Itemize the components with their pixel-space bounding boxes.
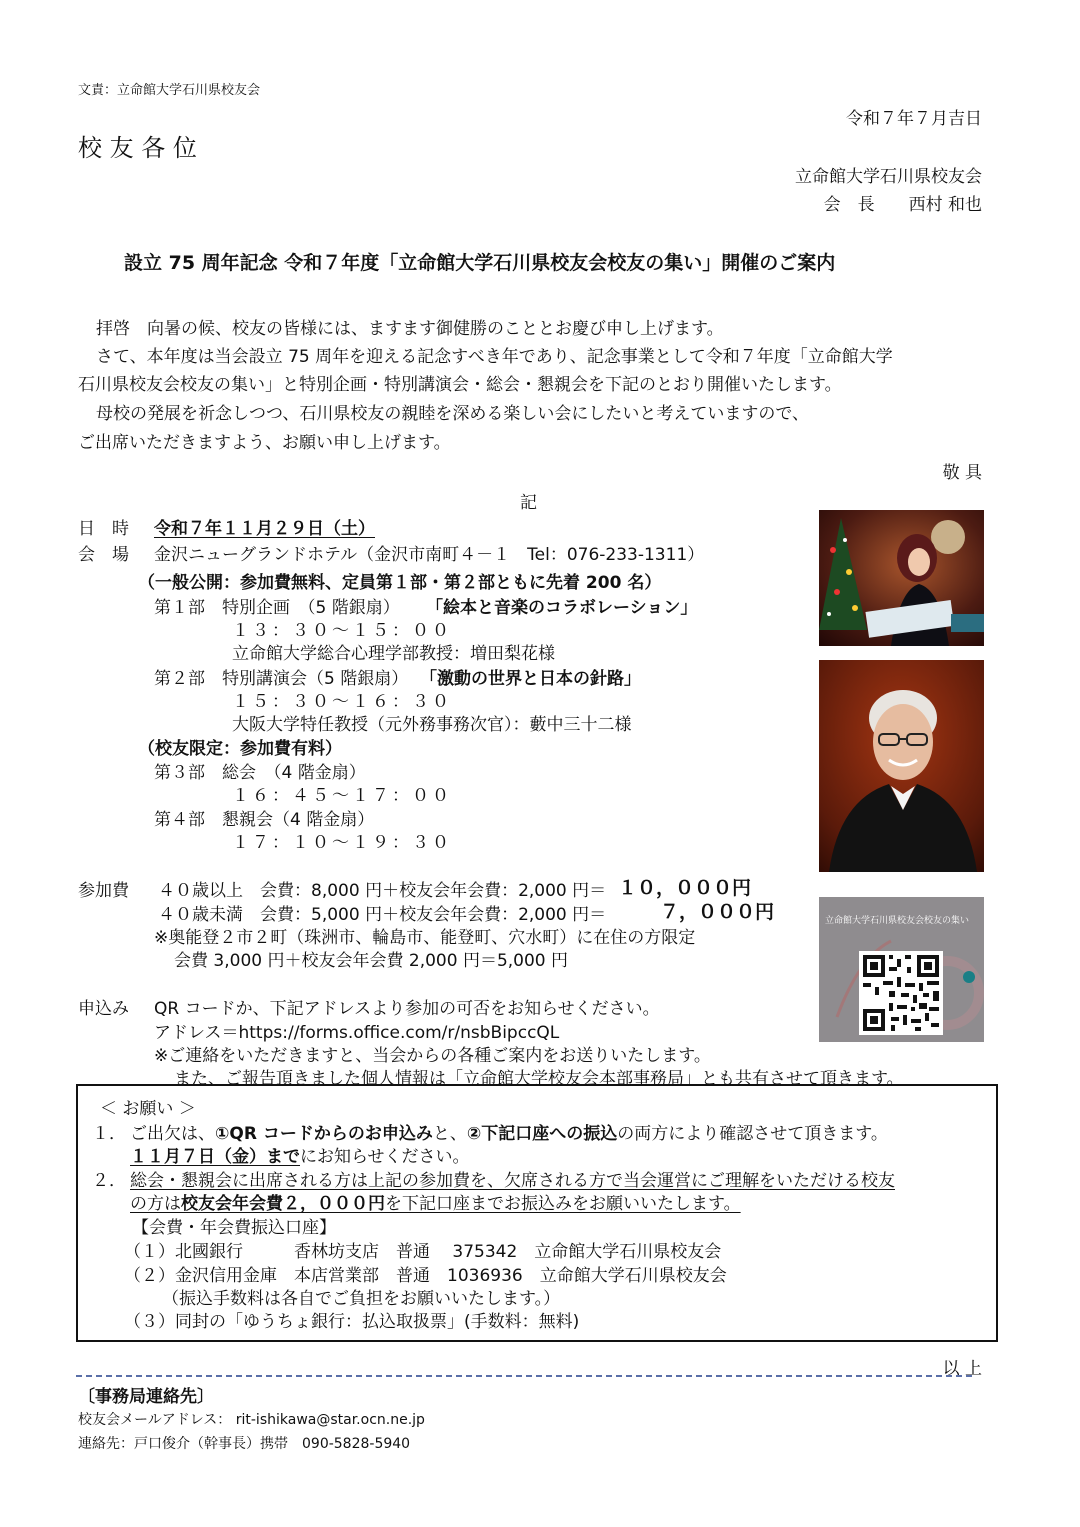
speaker-photo-illustration bbox=[819, 660, 984, 872]
document-title: 設立 75 周年記念 令和７年度「立命館大学石川県校友会校友の集い」開催のご案内 bbox=[124, 252, 836, 274]
public-note: （一般公開：参加費無料、定員第１部・第２部ともに先着 200 名） bbox=[138, 573, 662, 593]
notice-item2-line2 bbox=[130, 1189, 741, 1214]
privacy-note: また、ご報告頂きました個人情報は「立命館大学校友会本部事務局」とも共有させて頂きます。 bbox=[174, 1069, 904, 1089]
responsibility-note: 文責：立命館大学石川県校友会 bbox=[78, 83, 261, 98]
fee-row-over40: ４０歳以上 会費：8,000 円＋校友会年会費：2,000 円＝ bbox=[158, 881, 607, 901]
notice-item1-line2 bbox=[130, 1142, 470, 1167]
apply-instruction: QR コードか、下記アドレスより参加の可否をお知らせください。 bbox=[154, 999, 660, 1019]
venue-value: 金沢ニューグランドホテル（金沢市南町４－１ Tel：076-233-1311） bbox=[154, 545, 705, 565]
part1-time: １３：３０～１５：００ bbox=[232, 621, 452, 641]
notice-item1-number: １． bbox=[92, 1124, 126, 1144]
divider-dashed bbox=[76, 1375, 972, 1377]
part2-title: 「激動の世界と日本の針路」 bbox=[420, 669, 641, 689]
notice-item1-after: にお知らせください。 bbox=[300, 1147, 470, 1167]
notice-heading: ＜ お願い ＞ bbox=[100, 1099, 196, 1119]
addressee: 校 友 各 位 bbox=[78, 134, 197, 162]
concert-photo bbox=[819, 510, 984, 646]
notice-item1-text-e: の両方により確認させて頂きます。 bbox=[617, 1124, 888, 1144]
part2-time: １５：３０～１６：３０ bbox=[232, 692, 452, 712]
fee-label: 参加費 bbox=[78, 881, 129, 901]
apply-form-address[interactable]: アドレス＝https://forms.office.com/r/nsbBipccQL bbox=[154, 1023, 560, 1043]
account-hokkoku: （１）北國銀行 香林坊支店 普通 375342 立命館大学石川県校友会 bbox=[124, 1242, 722, 1262]
intro-paragraph-line2: 石川県校友会校友の集い」と特別企画・特別講演会・総会・懇親会を下記のとおり開催いたします。 bbox=[78, 375, 842, 395]
apply-note: ※ご連絡をいただきますと、当会からの各種ご案内をお送りいたします。 bbox=[154, 1046, 711, 1066]
apply-label: 申込み bbox=[78, 999, 129, 1019]
sender-organization: 立命館大学石川県校友会 bbox=[795, 167, 982, 187]
invite-paragraph-line2: ご出席いただきますよう、お願い申し上げます。 bbox=[78, 433, 451, 453]
contact-email[interactable]: 校友会メールアドレス： rit-ishikawa@star.ocn.ne.jp bbox=[78, 1412, 425, 1428]
account-kanazawa-shinkin: （２）金沢信用金庫 本店営業部 普通 1036936 立命館大学石川県校友会 bbox=[124, 1266, 727, 1286]
part3-label: 第３部 総会 （4 階金扇） bbox=[154, 763, 366, 783]
fee-note-noto: ※奥能登２市２町（珠洲市、輪島市、能登町、穴水町）に在住の方限定 bbox=[154, 928, 696, 948]
ki-heading: 記 bbox=[520, 493, 537, 513]
part2-label: 第２部 特別講演会（5 階銀扇） bbox=[154, 669, 409, 689]
part1-title: 「絵本と音楽のコラボレーション」 bbox=[426, 598, 698, 618]
notice-deadline: １１月７日（金）まで bbox=[130, 1147, 300, 1167]
event-date: 令和７年１１月２９日（土） bbox=[154, 519, 375, 539]
notice-item2-number: ２． bbox=[92, 1171, 126, 1191]
alumni-note: （校友限定：参加費有料） bbox=[138, 739, 342, 759]
fee-row-under40: ４０歳未満 会費：5,000 円＋校友会年会費：2,000 円＝ bbox=[158, 905, 624, 925]
fee-total-under40: ７，０００円 bbox=[660, 901, 775, 923]
notice-item2-text-a: の方は bbox=[130, 1194, 181, 1214]
part3-time: １６：４５～１７：００ bbox=[232, 786, 452, 806]
account-yucho: （３）同封の「ゆうちょ銀行：払込取扱票」(手数料：無料) bbox=[124, 1312, 580, 1332]
speaker-photo bbox=[819, 660, 984, 872]
notice-item1-text-c: と、 bbox=[432, 1124, 467, 1144]
invite-paragraph-line1: 母校の発展を祈念しつつ、石川県校友の親睦を深める楽しい会にしたいと考えていますので、 bbox=[96, 404, 809, 424]
contact-heading: 〔事務局連絡先〕 bbox=[78, 1387, 214, 1407]
notice-item1-qr: ①QR コードからのお申込み bbox=[215, 1124, 433, 1144]
intro-paragraph-line1: さて、本年度は当会設立 75 周年を迎える記念すべき年であり、記念事業として令和７年度「立命館大学 bbox=[96, 347, 893, 367]
sender-president: 会 長 西村 和也 bbox=[823, 195, 982, 215]
fee-note-noto-amount: 会費 3,000 円＋校友会年会費 2,000 円＝5,000 円 bbox=[174, 951, 569, 971]
qr-code-icon[interactable] bbox=[819, 897, 984, 1042]
date-label: 日 時 bbox=[78, 519, 129, 539]
qr-card[interactable] bbox=[819, 897, 984, 1042]
qr-card-title: 立命館大学石川県校友会校友の集い bbox=[825, 916, 970, 926]
account-heading: 【会費・年会費振込口座】 bbox=[132, 1218, 336, 1238]
issue-date: 令和７年７月吉日 bbox=[846, 109, 982, 129]
part1-speaker: 立命館大学総合心理学部教授：増田梨花様 bbox=[232, 644, 555, 664]
venue-label: 会 場 bbox=[78, 545, 129, 565]
concert-photo-illustration bbox=[819, 510, 984, 646]
closing-keigu: 敬 具 bbox=[942, 463, 982, 483]
part4-time: １７：１０～１９：３０ bbox=[232, 833, 452, 853]
notice-item1-transfer: ②下記口座への振込 bbox=[466, 1124, 618, 1144]
part2-speaker: 大阪大学特任教授（元外務事務次官）：藪中三十二様 bbox=[232, 715, 632, 735]
contact-phone[interactable]: 連絡先：戸口俊介（幹事長）携帯 090-5828-5940 bbox=[78, 1436, 411, 1452]
notice-item2-line1: 総会・懇親会に出席される方は上記の参加費を、欠席される方で当会運営にご理解をいただける校友 bbox=[130, 1171, 895, 1191]
part4-label: 第４部 懇親会（4 階金扇） bbox=[154, 810, 375, 830]
transfer-fee-note: （振込手数料は各自でご負担をお願いいたします。） bbox=[162, 1289, 561, 1309]
fee-total-over40: １０，０００円 bbox=[618, 877, 752, 899]
notice-annual-fee: 校友会年会費２，０００円 bbox=[181, 1194, 385, 1214]
greeting-paragraph: 拝啓 向暑の候、校友の皆様には、ますます御健勝のこととお慶び申し上げます。 bbox=[96, 319, 724, 339]
notice-item1-line1 bbox=[130, 1119, 888, 1144]
notice-item2-text-b: を下記口座までお振込みをお願いいたします。 bbox=[385, 1194, 741, 1214]
closing-ijou: 以 上 bbox=[942, 1359, 982, 1379]
notice-item1-text-a: ご出欠は、 bbox=[130, 1124, 215, 1144]
part1-label: 第１部 特別企画 （5 階銀扇） bbox=[154, 598, 400, 618]
